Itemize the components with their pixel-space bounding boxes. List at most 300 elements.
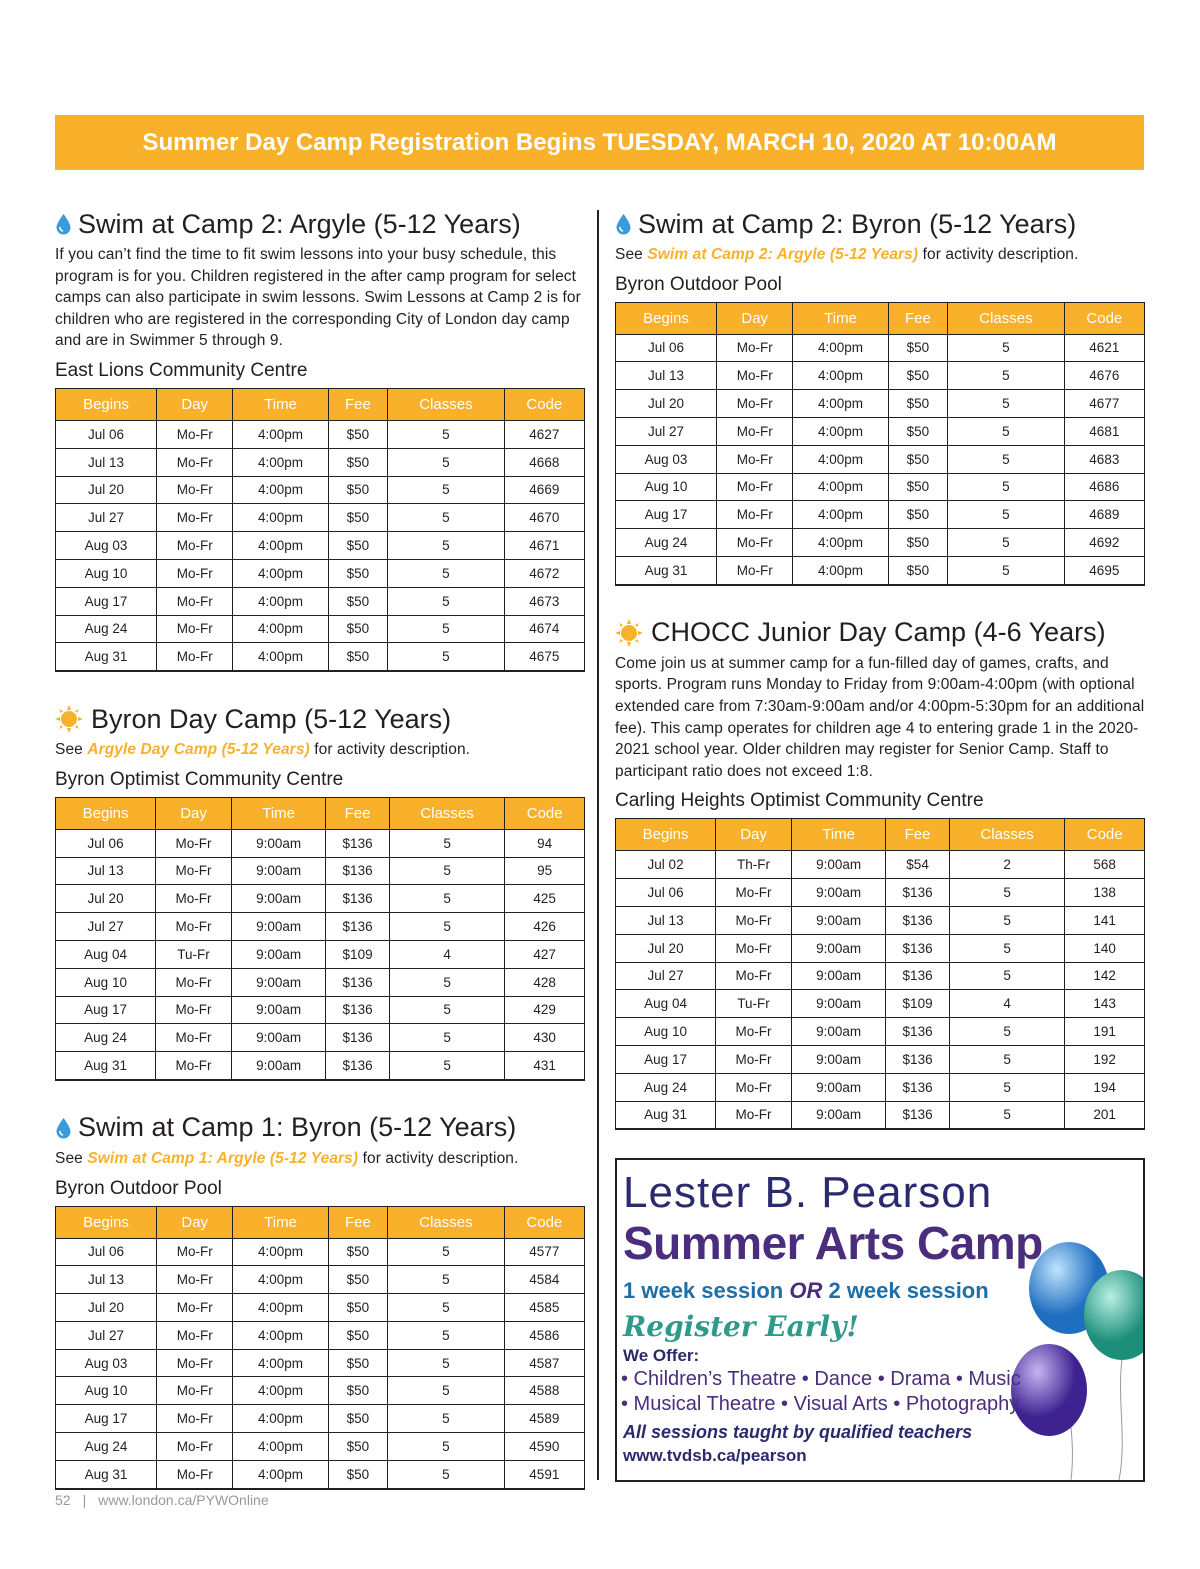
cell-classes: 5: [388, 1294, 504, 1322]
cell-fee: $50: [328, 1460, 388, 1488]
cell-code: 4677: [1064, 390, 1144, 418]
table-row: [616, 1045, 1145, 1073]
cell-code: 4577: [504, 1238, 584, 1266]
cell-classes: 5: [389, 885, 504, 913]
table-row: [56, 587, 585, 615]
cell-day: Mo-Fr: [157, 1238, 233, 1266]
ad-url-link[interactable]: www.tvdsb.ca/pearson: [623, 1446, 807, 1465]
table-row: [56, 968, 585, 996]
cell-code: 427: [505, 940, 585, 968]
cell-day: Mo-Fr: [717, 556, 793, 584]
cell-fee: $136: [886, 962, 950, 990]
cell-code: 4671: [504, 532, 584, 560]
footer-separator: |: [82, 1492, 87, 1508]
table-header-row: [616, 819, 1145, 851]
cell-time: 9:00am: [231, 1024, 325, 1052]
cell-fee: $136: [886, 879, 950, 907]
right-column: [615, 205, 1145, 1130]
cell-begins: Jul 27: [56, 504, 157, 532]
cell-time: 9:00am: [791, 990, 885, 1018]
cell-time: 4:00pm: [793, 362, 888, 390]
swim-camp1-byron-section: [55, 1109, 585, 1490]
cell-day: Mo-Fr: [717, 529, 793, 557]
cell-classes: 5: [389, 857, 504, 885]
cell-classes: 5: [388, 448, 504, 476]
reference-link[interactable]: Swim at Camp 1: Argyle (5-12 Years): [87, 1149, 359, 1167]
section-title: [615, 614, 1145, 652]
column-header-code: Code: [1064, 302, 1144, 334]
cell-code: 4676: [1064, 362, 1144, 390]
ad-we-offer: We Offer:: [623, 1346, 700, 1365]
ad-teachers-note: All sessions taught by qualified teachers: [623, 1422, 973, 1442]
cell-fee: $50: [328, 559, 388, 587]
cell-time: 4:00pm: [233, 1321, 328, 1349]
cell-fee: $50: [328, 1238, 388, 1266]
location-name: Byron Outdoor Pool: [615, 273, 782, 295]
cell-fee: $50: [888, 556, 948, 584]
cell-time: 4:00pm: [793, 390, 888, 418]
cell-time: 4:00pm: [233, 1238, 328, 1266]
water-drop-icon: [55, 1117, 72, 1139]
table-row: [56, 1238, 585, 1266]
cell-time: 9:00am: [791, 1101, 885, 1129]
registration-banner: Summer Day Camp Registration Begins TUESDAY, MARCH 10, 2020 AT 10:00AM: [55, 115, 1144, 170]
cell-begins: Jul 13: [56, 1266, 157, 1294]
cell-classes: 5: [388, 1460, 504, 1488]
cell-code: 4674: [504, 615, 584, 643]
column-header-fee: Fee: [328, 1206, 388, 1238]
cell-code: 4669: [504, 476, 584, 504]
cell-code: 4673: [504, 587, 584, 615]
cell-classes: 5: [948, 556, 1064, 584]
cell-day: Mo-Fr: [717, 362, 793, 390]
section-description: Come join us at summer camp for a fun-filled day of games, crafts, and sports. Program runs Monday to Friday from 9:00am-4:00pm (with optional extended care from 7:30am-9:00am and/or 4:00pm-5:30pm for an additional fee). This camp operates for children age 4 to entering grade 1 in the 2020-2021 school year. Older children may register for Senior Camp. Staff to participant ratio does not exceed 1:8.: [615, 654, 1145, 780]
cell-day: Mo-Fr: [157, 559, 233, 587]
reference-link[interactable]: Swim at Camp 2: Argyle (5-12 Years): [647, 246, 919, 263]
cell-classes: 5: [388, 615, 504, 643]
cell-fee: $50: [328, 1433, 388, 1461]
cell-begins: Jul 13: [56, 448, 157, 476]
cell-time: 9:00am: [791, 906, 885, 934]
schedule-table: [615, 818, 1145, 1130]
section-title: [55, 700, 585, 738]
table-row: [616, 906, 1145, 934]
cell-classes: 5: [388, 1405, 504, 1433]
cell-time: 4:00pm: [233, 1294, 328, 1322]
cell-day: Mo-Fr: [156, 829, 232, 857]
table-row: [56, 448, 585, 476]
cell-day: Mo-Fr: [156, 968, 232, 996]
cell-classes: 5: [948, 362, 1064, 390]
cell-time: 9:00am: [791, 1018, 885, 1046]
schedule-table: [55, 1206, 585, 1490]
cell-classes: 5: [948, 390, 1064, 418]
cell-fee: $109: [326, 940, 390, 968]
table-row: [56, 1349, 585, 1377]
cell-classes: 5: [388, 643, 504, 671]
column-header-fee: Fee: [326, 797, 390, 829]
table-row: [56, 1294, 585, 1322]
cell-begins: Aug 17: [616, 1045, 716, 1073]
cell-classes: 5: [389, 968, 504, 996]
swim-camp2-byron-section: [615, 205, 1145, 586]
cell-classes: 5: [388, 1433, 504, 1461]
table-row: [56, 559, 585, 587]
table-row: [616, 1101, 1145, 1129]
column-header-begins: Begins: [616, 819, 716, 851]
cell-classes: 5: [388, 1349, 504, 1377]
cell-time: 9:00am: [231, 857, 325, 885]
cell-time: 4:00pm: [793, 445, 888, 473]
cell-day: Mo-Fr: [716, 906, 792, 934]
cell-day: Mo-Fr: [156, 1052, 232, 1080]
sun-icon: [615, 619, 643, 647]
cell-begins: Aug 10: [616, 1018, 716, 1046]
cell-code: 4586: [504, 1321, 584, 1349]
cell-begins: Aug 03: [56, 532, 157, 560]
ad-title-camp: Summer Arts Camp: [623, 1217, 1043, 1269]
cell-code: 95: [505, 857, 585, 885]
table-row: [56, 504, 585, 532]
cell-begins: Aug 31: [56, 1052, 156, 1080]
cell-begins: Jul 27: [616, 417, 717, 445]
cell-classes: 5: [388, 587, 504, 615]
cell-fee: $136: [326, 1052, 390, 1080]
cell-classes: 5: [389, 829, 504, 857]
cell-time: 4:00pm: [793, 556, 888, 584]
cell-time: 9:00am: [791, 934, 885, 962]
column-header-code: Code: [505, 797, 585, 829]
cell-fee: $50: [328, 1321, 388, 1349]
cell-begins: Jul 06: [616, 879, 716, 907]
table-row: [56, 420, 585, 448]
cell-code: 4683: [1064, 445, 1144, 473]
column-header-fee: Fee: [328, 388, 388, 420]
table-row: [616, 473, 1145, 501]
cell-begins: Aug 17: [56, 996, 156, 1024]
cell-day: Mo-Fr: [157, 1460, 233, 1488]
cell-code: 194: [1065, 1073, 1145, 1101]
cell-day: Mo-Fr: [157, 1266, 233, 1294]
cell-day: Mo-Fr: [716, 934, 792, 962]
see-text: See: [55, 1149, 83, 1167]
summer-arts-camp-ad[interactable]: [615, 1158, 1145, 1482]
cell-time: 4:00pm: [233, 420, 328, 448]
cell-classes: 4: [389, 940, 504, 968]
table-row: [616, 529, 1145, 557]
cell-fee: $136: [326, 885, 390, 913]
section-title-text: CHOCC Junior Day Camp (4-6 Years): [651, 617, 1106, 648]
cell-classes: 5: [949, 1018, 1064, 1046]
cell-begins: Aug 17: [616, 501, 717, 529]
cell-day: Mo-Fr: [157, 1405, 233, 1433]
water-drop-icon: [55, 213, 72, 235]
cell-code: 201: [1065, 1101, 1145, 1129]
footer-url[interactable]: www.london.ca/PYWOnline: [98, 1492, 269, 1508]
cell-day: Mo-Fr: [157, 1321, 233, 1349]
location-name: Byron Outdoor Pool: [55, 1177, 222, 1199]
table-row: [616, 851, 1145, 879]
table-row: [56, 1052, 585, 1080]
cell-time: 4:00pm: [233, 476, 328, 504]
cell-classes: 5: [388, 504, 504, 532]
cell-begins: Aug 10: [56, 968, 156, 996]
cell-fee: $136: [326, 913, 390, 941]
cell-begins: Aug 10: [616, 473, 717, 501]
cell-day: Mo-Fr: [157, 1294, 233, 1322]
cell-classes: 5: [389, 1024, 504, 1052]
cell-begins: Aug 03: [616, 445, 717, 473]
table-row: [56, 1377, 585, 1405]
cell-begins: Jul 20: [56, 885, 156, 913]
cell-begins: Jul 20: [56, 1294, 157, 1322]
cell-begins: Aug 04: [616, 990, 716, 1018]
cell-day: Mo-Fr: [156, 885, 232, 913]
cell-time: 9:00am: [231, 940, 325, 968]
cell-time: 4:00pm: [233, 1377, 328, 1405]
reference-link[interactable]: Argyle Day Camp (5-12 Years): [87, 741, 310, 759]
cell-code: 4695: [1064, 556, 1144, 584]
table-row: [616, 501, 1145, 529]
table-row: [56, 532, 585, 560]
cell-fee: $50: [888, 390, 948, 418]
cell-fee: $50: [328, 532, 388, 560]
cell-code: 4681: [1064, 417, 1144, 445]
column-header-begins: Begins: [56, 1206, 157, 1238]
table-row: [616, 1073, 1145, 1101]
cell-day: Mo-Fr: [717, 445, 793, 473]
cell-begins: Aug 31: [56, 1460, 157, 1488]
cell-day: Mo-Fr: [157, 1349, 233, 1377]
see-text: See: [615, 246, 643, 263]
cell-time: 4:00pm: [793, 473, 888, 501]
cell-classes: 5: [948, 529, 1064, 557]
cell-time: 4:00pm: [233, 587, 328, 615]
section-description: [615, 244, 1145, 266]
table-row: [56, 643, 585, 671]
cell-code: 4686: [1064, 473, 1144, 501]
cell-fee: $136: [886, 906, 950, 934]
cell-code: 568: [1065, 851, 1145, 879]
column-header-code: Code: [1065, 819, 1145, 851]
cell-code: 4585: [504, 1294, 584, 1322]
cell-begins: Aug 24: [56, 615, 157, 643]
cell-fee: $50: [888, 417, 948, 445]
cell-day: Mo-Fr: [157, 504, 233, 532]
cell-day: Mo-Fr: [157, 587, 233, 615]
cell-day: Mo-Fr: [157, 643, 233, 671]
cell-time: 4:00pm: [233, 448, 328, 476]
cell-fee: $136: [326, 829, 390, 857]
cell-day: Mo-Fr: [717, 501, 793, 529]
cell-code: 429: [505, 996, 585, 1024]
column-header-classes: Classes: [949, 819, 1064, 851]
cell-classes: 5: [949, 879, 1064, 907]
cell-begins: Aug 04: [56, 940, 156, 968]
cell-classes: 5: [388, 476, 504, 504]
cell-begins: Aug 10: [56, 1377, 157, 1405]
cell-classes: 5: [389, 996, 504, 1024]
cell-begins: Aug 24: [616, 529, 717, 557]
page-number: 52: [55, 1492, 71, 1508]
cell-time: 4:00pm: [233, 1405, 328, 1433]
cell-fee: $50: [328, 1266, 388, 1294]
cell-day: Mo-Fr: [157, 476, 233, 504]
table-row: [616, 990, 1145, 1018]
cell-classes: 5: [388, 420, 504, 448]
column-header-classes: Classes: [948, 302, 1064, 334]
cell-day: Mo-Fr: [157, 615, 233, 643]
cell-code: 4590: [504, 1433, 584, 1461]
chocc-junior-section: [615, 614, 1145, 1131]
column-header-time: Time: [231, 797, 325, 829]
cell-day: Mo-Fr: [717, 334, 793, 362]
cell-code: 192: [1065, 1045, 1145, 1073]
column-header-day: Day: [157, 388, 233, 420]
section-title: [55, 1109, 585, 1147]
cell-time: 9:00am: [231, 996, 325, 1024]
table-row: [56, 913, 585, 941]
cell-day: Th-Fr: [716, 851, 792, 879]
page-footer: [55, 1492, 269, 1508]
cell-begins: Aug 03: [56, 1349, 157, 1377]
cell-code: 430: [505, 1024, 585, 1052]
column-header-classes: Classes: [389, 797, 504, 829]
cell-begins: Aug 17: [56, 587, 157, 615]
cell-day: Tu-Fr: [156, 940, 232, 968]
column-divider: [597, 210, 599, 1480]
section-description: [55, 1148, 585, 1170]
cell-time: 4:00pm: [233, 1349, 328, 1377]
cell-time: 9:00am: [791, 1073, 885, 1101]
cell-code: 4587: [504, 1349, 584, 1377]
cell-begins: Jul 13: [616, 906, 716, 934]
cell-time: 4:00pm: [233, 1460, 328, 1488]
cell-begins: Jul 27: [56, 1321, 157, 1349]
ad-sessions: [623, 1278, 989, 1304]
column-header-classes: Classes: [388, 1206, 504, 1238]
two-week-session: 2 week session: [828, 1278, 989, 1303]
cell-day: Mo-Fr: [716, 879, 792, 907]
cell-classes: 2: [949, 851, 1064, 879]
cell-code: 140: [1065, 934, 1145, 962]
section-title-text: Swim at Camp 2: Byron (5-12 Years): [638, 208, 1077, 239]
byron-day-section: [55, 700, 585, 1081]
cell-time: 9:00am: [231, 829, 325, 857]
table-row: [56, 476, 585, 504]
cell-code: 141: [1065, 906, 1145, 934]
cell-classes: 5: [948, 445, 1064, 473]
cell-day: Mo-Fr: [157, 1377, 233, 1405]
table-row: [616, 417, 1145, 445]
cell-code: 142: [1065, 962, 1145, 990]
cell-time: 9:00am: [791, 962, 885, 990]
cell-classes: 5: [949, 1073, 1064, 1101]
cell-time: 4:00pm: [233, 643, 328, 671]
cell-classes: 4: [949, 990, 1064, 1018]
table-row: [616, 445, 1145, 473]
section-title: [615, 205, 1145, 243]
cell-classes: 5: [949, 962, 1064, 990]
cell-time: 4:00pm: [793, 501, 888, 529]
cell-classes: 5: [389, 913, 504, 941]
cell-classes: 5: [948, 417, 1064, 445]
column-header-begins: Begins: [56, 797, 156, 829]
cell-fee: $50: [888, 473, 948, 501]
cell-begins: Jul 13: [56, 857, 156, 885]
cell-day: Tu-Fr: [716, 990, 792, 1018]
cell-day: Mo-Fr: [157, 1433, 233, 1461]
cell-time: 4:00pm: [233, 615, 328, 643]
cell-time: 9:00am: [791, 851, 885, 879]
cell-time: 9:00am: [231, 1052, 325, 1080]
cell-time: 4:00pm: [233, 1266, 328, 1294]
cell-code: 94: [505, 829, 585, 857]
cell-time: 9:00am: [231, 968, 325, 996]
cell-time: 4:00pm: [793, 417, 888, 445]
column-header-fee: Fee: [886, 819, 950, 851]
section-title-text: Byron Day Camp (5-12 Years): [91, 703, 452, 734]
section-description: [55, 739, 585, 761]
cell-fee: $136: [326, 996, 390, 1024]
cell-code: 4668: [504, 448, 584, 476]
column-header-time: Time: [793, 302, 888, 334]
cell-code: 428: [505, 968, 585, 996]
cell-fee: $136: [886, 1045, 950, 1073]
cell-fee: $54: [886, 851, 950, 879]
table-row: [616, 934, 1145, 962]
cell-fee: $50: [328, 615, 388, 643]
cell-begins: Aug 31: [616, 1101, 716, 1129]
cell-day: Mo-Fr: [157, 420, 233, 448]
column-header-begins: Begins: [56, 388, 157, 420]
cell-fee: $50: [328, 504, 388, 532]
cell-begins: Jul 06: [56, 1238, 157, 1266]
table-row: [616, 362, 1145, 390]
cell-begins: Aug 17: [56, 1405, 157, 1433]
cell-classes: 5: [388, 1238, 504, 1266]
column-header-time: Time: [233, 388, 328, 420]
table-header-row: [616, 302, 1145, 334]
cell-day: Mo-Fr: [716, 1073, 792, 1101]
column-header-day: Day: [716, 819, 792, 851]
cell-code: 4588: [504, 1377, 584, 1405]
cell-fee: $136: [886, 1073, 950, 1101]
cell-begins: Jul 06: [616, 334, 717, 362]
cell-fee: $50: [328, 448, 388, 476]
cell-day: Mo-Fr: [717, 390, 793, 418]
cell-time: 4:00pm: [233, 1433, 328, 1461]
cell-day: Mo-Fr: [716, 1045, 792, 1073]
cell-begins: Jul 20: [616, 390, 717, 418]
or-text: OR: [789, 1278, 823, 1303]
column-header-day: Day: [157, 1206, 233, 1238]
cell-classes: 5: [948, 473, 1064, 501]
cell-day: Mo-Fr: [156, 857, 232, 885]
table-row: [616, 390, 1145, 418]
cell-code: 4675: [504, 643, 584, 671]
see-text: See: [55, 741, 83, 759]
cell-time: 9:00am: [791, 1045, 885, 1073]
cell-classes: 5: [948, 501, 1064, 529]
schedule-table: [615, 302, 1145, 586]
cell-time: 4:00pm: [233, 559, 328, 587]
column-header-classes: Classes: [388, 388, 504, 420]
table-row: [56, 996, 585, 1024]
section-title-text: Swim at Camp 1: Byron (5-12 Years): [78, 1112, 517, 1143]
after-text: for activity description.: [362, 1149, 519, 1167]
table-row: [56, 1405, 585, 1433]
